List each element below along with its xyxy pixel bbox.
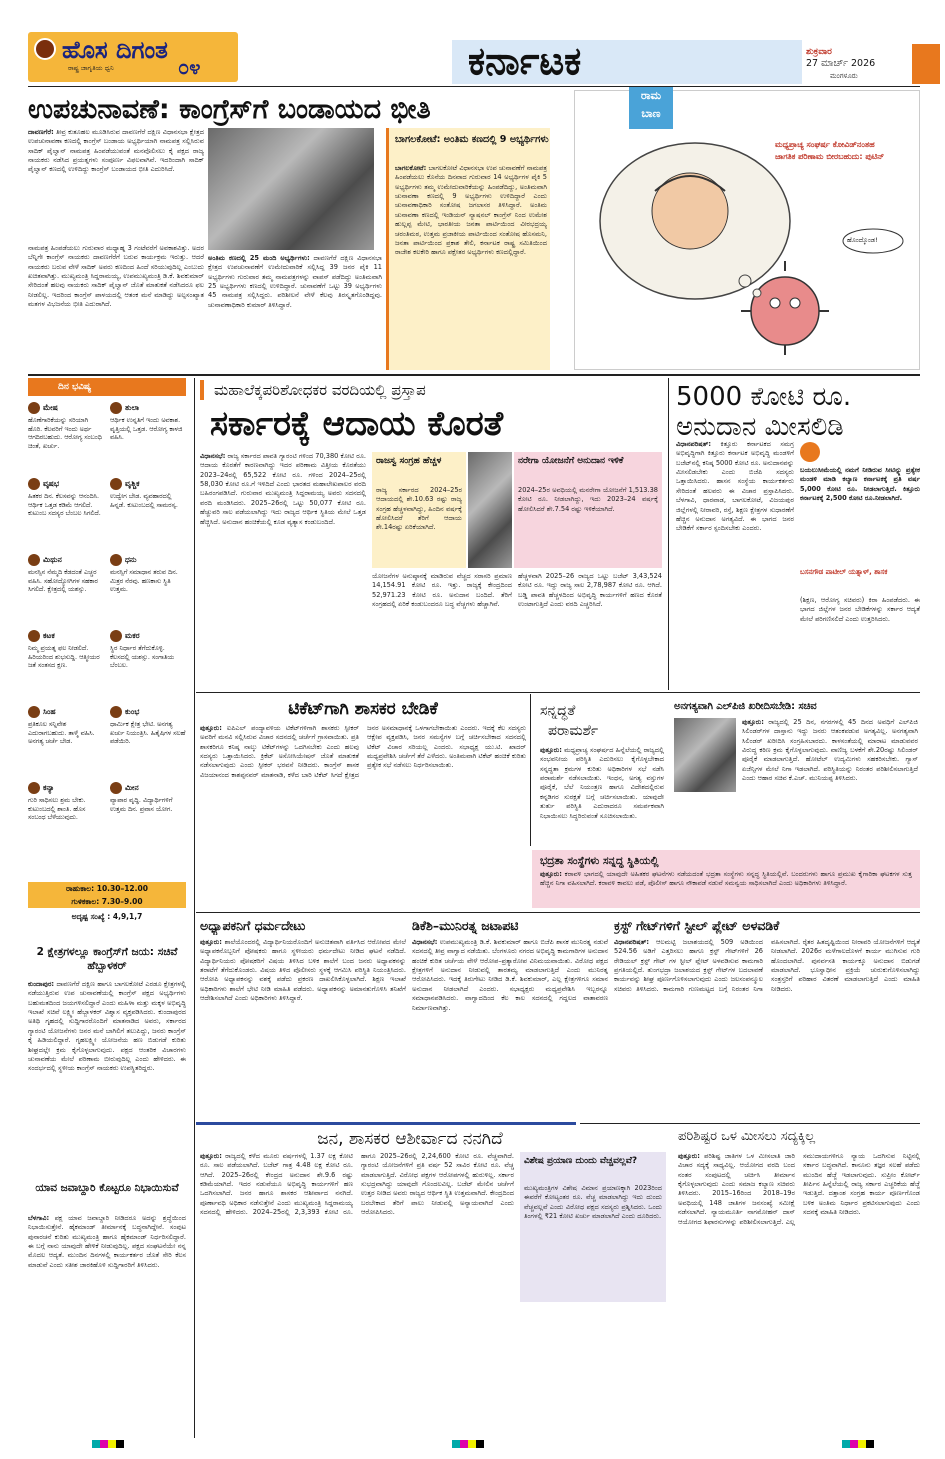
tickets-headline: ಟಿಕೆಟ್‌ಗಾಗಿ ಶಾಸಕರ ಬೇಡಿಕೆ [288,699,438,719]
revenue-box1-title: ರಾಜಸ್ವ ಸಂಗ್ರಹ ಹೆಚ್ಚಳ [376,456,442,466]
scales-icon [110,402,122,414]
issue-date: 27 ಮಾರ್ಚ್ 2026 [806,58,876,69]
dks-body: ವಿಧಾನಸಭೆ: ಉಪಮುಖ್ಯಮಂತ್ರಿ ಡಿ.ಕೆ. ಶಿವಕುಮಾರ್ ಹಾಗೂ ಬಿಜೆಪಿ ಶಾಸಕ ಮುನಿರತ್ನ ನಡುವೆ ಸದನದಲ್ಲಿ ತೀವ್ರ ವಾಗ್ವಾದ ನಡೆಯಿತು. ಬೆಂಗಳೂರು ನಗರದ ಅಭಿವೃದ್ಧಿ ಕಾಮಗಾರಿಗಳ ಅನುದಾನ ಹಂಚಿಕೆ ಕುರಿತ ಚರ್ಚೆಯ ವೇಳೆ ಆರೋಪ–ಪ್ರತ್ಯಾರೋಪ ವಿನಿಮಯವಾಯಿತು. ವಿರೋಧ ಪಕ್ಷದ ಕ್ಷೇತ್ರಗಳಿಗೆ ಅನುದಾನ ನೀಡುವಲ್ಲಿ ತಾರತಮ್ಯ ಮಾಡಲಾಗುತ್ತಿದೆ ಎಂದು ಮುನಿರತ್ನ ಆರೋಪಿಸಿದರು. ಇದಕ್ಕೆ ತಿರುಗೇಟು ನೀಡಿದ ಡಿ.ಕೆ. ಶಿವಕುಮಾರ್, ಎಲ್ಲ ಕ್ಷೇತ್ರಗಳಿಗೂ ಸಮಾನ ಅನುದಾನ ನೀಡಲಾಗಿದೆ ಎಂದರು. ಸಭಾಧ್ಯಕ್ಷರು ಮಧ್ಯಪ್ರವೇಶಿಸಿ ಇಬ್ಬರನ್ನೂ ಸಮಾಧಾನಪಡಿಸಿದರು. ವಾಗ್ವಾದದಿಂದ ಕೆಲ ಕಾಲ ಸದನದಲ್ಲಿ ಗದ್ದಲದ ವಾತಾವರಣ ನಿರ್ಮಾಣವಾಗಿತ್ತು. [412,938,608,1012]
rasi-vrischika: ವೃಶ್ಚಿಕ ಉದ್ವೇಗ ಬೇಡ. ವ್ಯವಹಾರದಲ್ಲಿ ಹಿನ್ನಡೆ. ಕುಟುಂಬದಲ್ಲಿ ಸಾಮರಸ್ಯ. [110,479,178,509]
cartoon-tag: ರಾಮ ಬಾಣ [629,87,673,129]
goat-icon [110,630,122,642]
virus-eye-left [770,298,780,308]
noresp-body: ಬೆಳಗಾವಿ: ಪಕ್ಷ ಯಾವ ಜವಾಬ್ದಾರಿ ನೀಡಿದರೂ ಅದನ್ನು ಶ್ರದ್ಧೆಯಿಂದ ನಿಭಾಯಿಸುತ್ತೇನೆ. ಹೈಕಮಾಂಡ್ ತೀರ್ಮಾನಕ್ಕೆ ಬದ್ಧನಾಗಿದ್ದೇನೆ. ಸಂಪುಟ ಪುನಾರಚನೆ ಕುರಿತು ಮುಖ್ಯಮಂತ್ರಿ ಹಾಗೂ ಹೈಕಮಾಂಡ್ ನಿರ್ಧರಿಸಲಿದ್ದಾರೆ. ಈ ಬಗ್ಗೆ ನಾನು ಯಾವುದೇ ಹೇಳಿಕೆ ನೀಡುವುದಿಲ್ಲ. ಪಕ್ಷದ ಸಂಘಟನೆಯೇ ನನ್ನ ಮೊದಲ ಆದ್ಯತೆ. ಮುಂದಿನ ದಿನಗಳಲ್ಲಿ ಕಾರ್ಯಕರ್ತರ ಜೊತೆ ಸೇರಿ ಕೆಲಸ ಮಾಡುವೆ ಎಂದು ಸತೀಶ ಜಾರಕಿಹೊಳಿ ಸುದ್ದಿಗಾರರಿಗೆ ತಿಳಿಸಿದರು. [28,1214,186,1269]
hebbalkar-headline: 2 ಕ್ಷೇತ್ರಗಳಲ್ಲೂ ಕಾಂಗ್ರೆಸ್‌ಗೆ ಜಯ: ಸಚಿವೆ ಹೆಬ್ಬಾಳಕರ್ [36,946,178,972]
rasi-tula: ತುಲಾ ಆರ್ಥಿಕ ಉನ್ನತಿಗೆ ಇಂದು ಅವಕಾಶ. ವೃತ್ತಿಯಲ್ಲಿ ಒತ್ತಡ. ಆರೋಗ್ಯ ಕಾಳಜಿ ವಹಿಸಿ. [110,403,183,442]
grant-headline-2: ಅನುದಾನ ಮೀಸಲಿಡಿ [676,412,844,442]
maiden-icon [28,782,40,794]
bagalkot-body: ಬಾಗಲಕೋಟೆ: ಬಾಗಲಕೋಟೆ ವಿಧಾನಸಭಾ ಉಪ ಚುನಾವಣೆಗೆ ನಾಮಪತ್ರ ಹಿಂಪಡೆಯಲು ಕೊನೆಯ ದಿನವಾದ ಗುರುವಾರ 14 ಅಭ್ಯರ್ಥಿಗಳ ಪೈಕಿ 5 ಅಭ್ಯರ್ಥಿಗಳು ತಮ್ಮ ಉಮೇದುವಾರಿಕೆಯನ್ನು ಹಿಂಪಡೆದಿದ್ದು, ಅಂತಿಮವಾಗಿ ಚುನಾವಣಾ ಕಣದಲ್ಲಿ 9 ಅಭ್ಯರ್ಥಿಗಳು ಉಳಿದಿದ್ದಾರೆ ಎಂದು ಚುನಾವಣಾಧಿಕಾರಿ ಸಂತೋಷ ಜಗಲಾಸರ ತಿಳಿಸಿದ್ದಾರೆ. ಅಂತಿಮ ಚುನಾವಣಾ ಕಣದಲ್ಲಿ ಇಂಡಿಯನ್ ನ್ಯಾಷನಲ್ ಕಾಂಗ್ರೆಸ್ ನಿಂದ ಉಮೇಶ ಹುಲ್ಲಪ್ಪ ಮೇಟಿ, ಭಾರತೀಯ ಜನತಾ ಪಾರ್ಟಿಯಿಂದ ವೀರಭದ್ರಯ್ಯ ಚರಂತಿಮಠ, ಉತ್ತಮ ಪ್ರಜಾಕೀಯ ಪಾರ್ಟಿಯಿಂದ ಸಂತೋಷ ಹೊಸಮನಿ, ಜನತಾ ಪಾರ್ಟಿಯಿಂದ ಪ್ರಕಾಶ ತೇಲಿ, ಕರ್ನಾಟಕ ರಾಷ್ಟ್ರ ಸಮಿತಿಯಿಂದ ರಾಜೇಶ ಕಲಕೇರಿ ಹಾಗೂ ಪಕ್ಷೇತರ ಅಭ್ಯರ್ಥಿಗಳು ಕಣದಲ್ಲಿದ್ದಾರೆ. [395,164,547,257]
rasi-kataka: ಕಟಕ ನಿಮ್ಮ ಪ್ರಯತ್ನ ಫಲ ನೀಡಲಿದೆ. ಹಿರಿಯರಿಂದ ಶುಭಸುದ್ದಿ. ಆತ್ಮೀಯರ ಜತೆ ಸಂತಸದ ಕ್ಷಣ. [28,631,100,670]
rasi-vrishabha: ವೃಷಭ ಹಿತಕರ ದಿನ. ಕೆಲಸವನ್ನು ಆನಂದಿಸಿ. ಆರ್ಥಿಕ ಒತ್ತಡ ಕಡಿಮೆ ಆಗಲಿದೆ. ಕುಟುಂಬ ಸದಸ್ಯರ ಬೆಂಬಲ ಸಿಗಲಿದೆ. [28,479,101,518]
lpg-photo [674,718,736,792]
section-title: ಕರ್ನಾಟಕ [468,39,582,83]
issue-day: ಶುಕ್ರವಾರ [806,47,832,57]
travel-title: ವಿಶೇಷ ಪ್ರಯಾಣ ದುಂದು ವೆಚ್ಚವಲ್ಲವೆ? [524,1156,638,1166]
logo-name: ಹೊಸ ದಿಗಂತ [62,36,168,64]
rasi-mithuna: ಮಿಥುನ ಮನಸ್ಸಿನ ನೆಮ್ಮದಿ ಕೆಡದಂತೆ ಎಚ್ಚರ ವಹಿಸಿ. ಸಹೋದ್ಯೋಗಿಗಳ ಸಹಕಾರ ಸಿಗಲಿದೆ. ಕ್ಷೇತ್ರದಲ್ಲಿ ಯಶಸ್ಸು. [28,555,98,594]
rasi-kanya: ಕನ್ಯಾ ಗುರಿ ಸಾಧಿಸಲು ಶ್ರಮ ಬೇಕು. ಕುಟುಂಬದಲ್ಲಿ ಶಾಂತಿ. ಹೊಸ ಸಂಬಂಧ ಬೆಳೆಯುವುದು. [28,783,86,822]
revenue-box-1 [372,452,466,568]
corner-tab [912,44,940,84]
revenue-kicker: ಮಹಾಲೆಕ್ಕಪರಿಶೋಧಕರ ವರದಿಯಲ್ಲಿ ಪ್ರಸ್ತಾಪ [200,380,660,400]
travel-box [520,1152,666,1302]
virus-body [751,277,819,345]
scorpion-icon [110,478,122,490]
grant-body-2: (ಶಿಕ್ಷಣ, ಆರೋಗ್ಯ ಸಚಿವರು) ಕಿರಾ ಹಿಂಪಡೆದರು. ಈ ಭಾಗದ ಜಿಲ್ಲೆಗಳ ಜನರ ಬೇಡಿಕೆಗಳನ್ನು ಸರ್ಕಾರ ಆದ್ಯತೆ ಮೇಲೆ ಪರಿಗಣಿಸಲಿದೆ ಎಂದು ಉತ್ತರಿಸಿದರು. [800,596,920,623]
grant-quote-box [800,440,920,590]
twins-icon [28,554,40,566]
revenue-box-2 [514,452,662,568]
archer-icon [110,554,122,566]
issue-city: ಮಂಗಳೂರು [830,72,858,80]
bagalkot-headline: ಬಾಗಲಕೋಟೆ: ಅಂತಿಮ ಕಣದಲ್ಲಿ 9 ಅಭ್ಯರ್ಥಿಗಳು [395,134,549,145]
lpg-box [668,696,920,848]
blessing-headline: ಜನ, ಶಾಸಕರ ಆಶೀರ್ವಾದ ನನಗಿದೆ [317,1129,503,1149]
blessing-body: ಪುತ್ತೂರು: ರಾಜ್ಯದಲ್ಲಿ ಕಳೆದ ಮೂರು ವರ್ಷಗಳಲ್ಲಿ 1.37 ಲಕ್ಷ ಕೋಟಿ ರೂ. ಸಾಲ ಪಡೆಯಲಾಗಿದೆ. ಬಜೆಟ್ ಗಾತ್ರ 4.48 ಲಕ್ಷ ಕೋಟಿ ರೂ. ಆಗಿದೆ. 2025–26ರಲ್ಲಿ ಕೇಂದ್ರದ ಅನುದಾನ ಶೇ.9.6 ರಷ್ಟು ಕಡಿಮೆಯಾಗಿದೆ. ಇದರ ನಡುವೆಯೂ ಅಭಿವೃದ್ಧಿ ಕಾರ್ಯಗಳಿಗೆ ಹಣ ಒದಗಿಸಲಾಗಿದೆ. ಜನರ ಹಾಗೂ ಶಾಸಕರ ಆಶೀರ್ವಾದ ನನಗಿದೆ. ಪೂರ್ಣಾವಧಿ ಅಧಿಕಾರ ನಡೆಸುತ್ತೇನೆ ಎಂದು ಮುಖ್ಯಮಂತ್ರಿ ಸಿದ್ದರಾಮಯ್ಯ ಸದನದಲ್ಲಿ ಹೇಳಿದರು. 2024–25ರಲ್ಲಿ 2,3,393 ಕೋಟಿ ರೂ. ಹಾಗೂ 2025–26ರಲ್ಲಿ 2,24,600 ಕೋಟಿ ರೂ. ವೆಚ್ಚವಾಗಿದೆ. ಗ್ಯಾರಂಟಿ ಯೋಜನೆಗಳಿಗೆ ಪ್ರತಿ ವರ್ಷ 52 ಸಾವಿರ ಕೋಟಿ ರೂ. ವೆಚ್ಚ ಮಾಡಲಾಗುತ್ತಿದೆ. ವಿರೋಧ ಪಕ್ಷಗಳ ಆರೋಪಗಳಲ್ಲಿ ಹುರುಳಿಲ್ಲ. ಸರ್ಕಾರ ಸುಭದ್ರವಾಗಿದ್ದು ಯಾವುದೇ ಗೊಂದಲವಿಲ್ಲ. ಬಜೆಟ್ ಮೇಲಿನ ಚರ್ಚೆಗೆ ಉತ್ತರ ನೀಡಿದ ಅವರು ರಾಜ್ಯದ ಆರ್ಥಿಕ ಸ್ಥಿತಿ ಉತ್ತಮವಾಗಿದೆ. ಕೇಂದ್ರದಿಂದ ಬರಬೇಕಾದ ತೆರಿಗೆ ಪಾಲು ನೀಡುವಲ್ಲಿ ಅನ್ಯಾಯವಾಗಿದೆ ಎಂದು ಆರೋಪಿಸಿದರು. [200,1152,514,1217]
horoscope-left-col [28,402,104,882]
reserve-body: ಪುತ್ತೂರು: ಪರಿಶಿಷ್ಟ ಜಾತಿಗಳ ಒಳ ಮೀಸಲಾತಿ ಜಾರಿ ವಿಚಾರ ಸದ್ಯಕ್ಕೆ ಸಾಧ್ಯವಿಲ್ಲ. ಆಯೋಗದ ವರದಿ ಬಂದ ನಂತರ ಸಂಪುಟದಲ್ಲಿ ಚರ್ಚಿಸಿ ತೀರ್ಮಾನ ಕೈಗೊಳ್ಳಲಾಗುವುದು ಎಂದು ಸಮಾಜ ಕಲ್ಯಾಣ ಸಚಿವರು ತಿಳಿಸಿದರು. 2015–16ರಿಂದ 2018–19ರ ಅವಧಿಯಲ್ಲಿ 148 ಜಾತಿಗಳ ಜನಸಂಖ್ಯೆ ಸಮೀಕ್ಷೆ ನಡೆಸಲಾಗಿದೆ. ನ್ಯಾಯಮೂರ್ತಿ ನಾಗಮೋಹನ್ ದಾಸ್ ಆಯೋಗದ ಶಿಫಾರಸುಗಳನ್ನು ಪರಿಶೀಲಿಸಲಾಗುತ್ತಿದೆ. ಎಲ್ಲ ಸಮುದಾಯಗಳಿಗೂ ನ್ಯಾಯ ಒದಗಿಸುವ ನಿಟ್ಟಿನಲ್ಲಿ ಸರ್ಕಾರ ಬದ್ಧವಾಗಿದೆ. ಕಾನೂನು ತಜ್ಞರ ಸಲಹೆ ಪಡೆದು ಮುಂದಿನ ಹೆಜ್ಜೆ ಇಡಲಾಗುವುದು. ಸುಪ್ರೀಂ ಕೋರ್ಟ್ ತೀರ್ಪಿನ ಹಿನ್ನೆಲೆಯಲ್ಲಿ ರಾಜ್ಯ ಸರ್ಕಾರ ಎಚ್ಚರಿಕೆಯ ಹೆಜ್ಜೆ ಇಡುತ್ತಿದೆ. ದತ್ತಾಂಶ ಸಂಗ್ರಹ ಕಾರ್ಯ ಪೂರ್ಣಗೊಂಡ ಬಳಿಕ ಅಂತಿಮ ನಿರ್ಧಾರ ಪ್ರಕಟಿಸಲಾಗುವುದು ಎಂದು ಸದನಕ್ಕೆ ಮಾಹಿತಿ ನೀಡಿದರು. [678,1152,920,1226]
noresp-headline: ಯಾವ ಜವಾಬ್ದಾರಿ ಕೊಟ್ಟರೂ ನಿಭಾಯಿಸುವೆ [35,1182,179,1194]
security-box [532,850,920,908]
teachers-body: ಪುತ್ತೂರು: ಶಾಲೆಯೊಂದರಲ್ಲಿ ವಿದ್ಯಾರ್ಥಿನಿಯರೊಂದಿಗೆ ಅನುಚಿತವಾಗಿ ವರ್ತಿಸಿದ ಆರೋಪದ ಮೇಲೆ ಅಧ್ಯಾಪಕನೊಬ್ಬನಿಗೆ ಪೋಷಕರು ಹಾಗೂ ಸ್ಥಳೀಯರು ಧರ್ಮದೇಟು ನೀಡಿದ ಘಟನೆ ನಡೆದಿದೆ. ವಿದ್ಯಾರ್ಥಿನಿಯರು ಪೋಷಕರಿಗೆ ವಿಷಯ ತಿಳಿಸಿದ ಬಳಿಕ ಶಾಲೆಗೆ ಬಂದ ಜನರು ಅಧ್ಯಾಪಕನನ್ನು ತರಾಟೆಗೆ ತೆಗೆದುಕೊಂಡರು. ವಿಷಯ ತಿಳಿದ ಪೊಲೀಸರು ಸ್ಥಳಕ್ಕೆ ಆಗಮಿಸಿ ಪರಿಸ್ಥಿತಿ ನಿಯಂತ್ರಿಸಿದರು. ಆರೋಪಿ ಅಧ್ಯಾಪಕನನ್ನು ವಶಕ್ಕೆ ಪಡೆದು ಪ್ರಕರಣ ದಾಖಲಿಸಿಕೊಳ್ಳಲಾಗಿದೆ. ಶಿಕ್ಷಣ ಇಲಾಖೆ ಅಧಿಕಾರಿಗಳು ಶಾಲೆಗೆ ಭೇಟಿ ನೀಡಿ ಮಾಹಿತಿ ಪಡೆದರು. ಅಧ್ಯಾಪಕನನ್ನು ಅಮಾನತುಗೊಳಿಸಿ ತನಿಖೆಗೆ ಆದೇಶಿಸಲಾಗಿದೆ ಎಂದು ಅಧಿಕಾರಿಗಳು ತಿಳಿಸಿದ್ದಾರೆ. [200,938,406,1003]
pot-icon [110,706,122,718]
page-number: ೦೪ [178,55,201,79]
grant-body: ವಿಧಾನಪರಿಷತ್: ಕಿತ್ತೂರು ಕರ್ನಾಟಕದ ಸಮಗ್ರ ಅಭಿವೃದ್ಧಿಗಾಗಿ ಕಿತ್ತೂರು ಕರ್ನಾಟಕ ಅಭಿವೃದ್ಧಿ ಮಂಡಳಿಗೆ ಬಜೆಟ್‌ನಲ್ಲಿ ಕನಿಷ್ಠ 5000 ಕೋಟಿ ರೂ. ಅನುದಾನವನ್ನು ಮೀಸಲಿಡಬೇಕು ಎಂದು ಬಿಜೆಪಿ ಸದಸ್ಯರು ಒತ್ತಾಯಿಸಿದರು. ಹಾಸನ ಸಂಸ್ಥೆಯ ಕಾರ್ಯಕರ್ತರು ಸೇರಿದಂತೆ ಹಲವರು ಈ ವಿಚಾರ ಪ್ರಸ್ತಾಪಿಸಿದರು. ಬೆಳಗಾವಿ, ಧಾರವಾಡ, ಬಾಗಲಕೋಟೆ, ವಿಜಯಪುರ ಜಿಲ್ಲೆಗಳಲ್ಲಿ ನೀರಾವರಿ, ರಸ್ತೆ, ಶಿಕ್ಷಣ ಕ್ಷೇತ್ರಗಳ ಸುಧಾರಣೆಗೆ ಹೆಚ್ಚಿನ ಅನುದಾನ ಅಗತ್ಯವಿದೆ. ಈ ಭಾಗದ ಜನರ ಬೇಡಿಕೆಗೆ ಸರ್ಕಾರ ಸ್ಪಂದಿಸಬೇಕು ಎಂದರು. [676,440,794,533]
revenue-body-a: ವಿಧಾನಸಭೆ: ರಾಜ್ಯ ಸರ್ಕಾರದ ಪಾವತಿ ಗ್ಯಾರಂಟಿ ಗಳಿಂದ 70,380 ಕೋಟಿ ರೂ. ಆದಾಯ ಕೊರತೆಗೆ ಕಾರಣವಾಗಿದ್ದು ಇದರ ಪರಿಣಾಮ ವಿತ್ತೀಯ ಕೊರತೆಯು 2023–24ರಲ್ಲಿ 65,522 ಕೋಟಿ ರೂ. ಗಳಿಂದ 2024–25ರಲ್ಲಿ 58,030 ಕೋಟಿ ರೂ.ಗೆ ಇಳಿದಿದೆ ಎಂದು ಭಾರತದ ಮಹಾಲೇಖಪಾಲರ ವರದಿ ಬಹಿರಂಗಪಡಿಸಿದೆ. ಗುರುವಾರ ಮುಖ್ಯಮಂತ್ರಿ ಸಿದ್ದರಾಮಯ್ಯ ಅವರು ಸದನದಲ್ಲಿ ವರದಿ ಮಂಡಿಸಿದರು. 2025–26ರಲ್ಲಿ ಒಟ್ಟು 50,077 ಕೋಟಿ ರೂ. ಹೆಚ್ಚುವರಿ ಸಾಲ ಪಡೆಯಲಾಗಿದ್ದು ಇದು ರಾಜ್ಯದ ಆರ್ಥಿಕ ಸ್ಥಿತಿಯ ಮೇಲೆ ಒತ್ತಡ ಹೆಚ್ಚಿಸಿದೆ. ಅನುದಾನ ಹಂಚಿಕೆಯಲ್ಲಿ ಕೂಡ ವ್ಯತ್ಯಾಸ ಕಂಡುಬಂದಿದೆ. [200,452,366,526]
rasi-meena: ಮೀನ ವ್ಯಾಪಾರ ವೃದ್ಧಿ. ವಿದ್ಯಾರ್ಥಿಗಳಿಗೆ ಉತ್ತಮ ದಿನ. ಪ್ರವಾಸ ಯೋಗ. [110,783,173,813]
rasi-dhanu: ಧನು ಮನಸ್ಸಿಗೆ ಸಮಾಧಾನ ತರುವ ದಿನ. ಮಿತ್ರರ ನೆರವು. ಹಣಕಾಸು ಸ್ಥಿತಿ ಉತ್ತಮ. [110,555,178,594]
revenue-body-c: ಹೆಚ್ಚಳವಾಗಿ 2025–26 ರಾಜ್ಯದ ಒಟ್ಟು ಬಜೆಟ್ 3,43,524 ಕೋಟಿ ರೂ. ಇದ್ದು ರಾಜ್ಯ ಸಾಲ 2,78,987 ಕೋಟಿ ರೂ. ಆಗಿದೆ. ಬಡ್ಡಿ ಪಾವತಿ ಹೆಚ್ಚಳದಿಂದ ಅಭಿವೃದ್ಧಿ ಕಾರ್ಯಗಳಿಗೆ ಹಣದ ಕೊರತೆ ಉಂಟಾಗುತ್ತಿದೆ ಎಂದು ವರದಿ ಎಚ್ಚರಿಸಿದೆ. [518,572,662,609]
horoscope-right-col [110,402,186,882]
top-rule [28,86,920,87]
logo-tag: ರಾಷ್ಟ್ರ ಜಾಗೃತಿಯ ಧ್ವನಿ [68,64,114,72]
registration-marks-center [452,1440,492,1448]
lucky-number: ಅದೃಷ್ಟ ಸಂಖ್ಯೆ : 4,9,1,7 [71,912,143,921]
row4-rule-blue [196,1122,576,1125]
lead-photo [208,128,374,250]
grant-quote: ಬಯಲುಸೀಮೆಯಲ್ಲಿ ನಮಗೆ ನೀಡಿರುವ ಸೀಟಿನ್ನ್ನು ಪ್ರತ್ಯೇಕ ಮಂಡಳಿ ಮಾಡಿ ಕಲ್ಯಾಣ ಕರ್ನಾಟಕಕ್ಕೆ ಪ್ರತಿ ವರ್ಷ 5,000 ಕೋಟಿ ರೂ. ನೀಡಲಾಗುತ್ತಿದೆ. ಕಿತ್ತೂರು ಕರ್ನಾಟಕಕ್ಕೆ 2,500 ಕೋಟಿ ರೂ.ನೀಡಲಾಗಿದೆ. [800,466,920,503]
lead-dateline: ದಾವಣಗೆರೆ: [28,128,54,136]
revenue-box2-body: 2024–25ರ ಅವಧಿಯಲ್ಲಿ ಮನರೇಗಾ ಯೋಜನೆಗೆ 1,513.38 ಕೋಟಿ ರೂ. ನೀಡಲಾಗಿದ್ದು, ಇದು 2023–24 ವರ್ಷಕ್ಕೆ ಹೋಲಿಸಿದರೆ ಶೇ.7.54 ರಷ್ಟು ಇಳಿಕೆಯಾಗಿದೆ. [518,486,658,513]
cartoon-panel [574,90,920,370]
row4-rule [580,1123,920,1124]
lead-body-b: ನಾಮಪತ್ರ ಹಿಂಪಡೆಯಲು ಗುರುವಾರ ಮಧ್ಯಾಹ್ನ 3 ಗಂಟೆವರೆಗೆ ಅವಕಾಶವಿತ್ತು. ಅದರ ಬೆನ್ನಿಗೇ ಕಾಂಗ್ರೆಸ್ ನಾಯಕರು ದಾವಣಗೆರೆಗೆ ಬರುವ ಕಾರ್ಯಕ್ರಮ ಇರುತ್ತು. ಆದರೆ ನಾಯಕರು ಬರುವ ವೇಳೆ ಸಾದಿಕ್ ಅವರು ಕಣದಿಂದ ಹಿಂದೆ ಸರಿಯುವುದಿಲ್ಲ ಎಂಬುದು ಖಚಿತವಾಗಿತ್ತು. ಮುಖ್ಯಮಂತ್ರಿ ಸಿದ್ದರಾಮಯ್ಯ, ಉಪಮುಖ್ಯಮಂತ್ರಿ ಡಿ.ಕೆ. ಶಿವಕುಮಾರ್ ಸೇರಿದಂತೆ ಹಲವು ನಾಯಕರು ಸಾದಿಕ್ ಪೈಲ್ವಾನ್ ಜೊತೆ ಮಾತುಕತೆ ನಡೆಸಿದರೂ ಫಲ ನೀಡಲಿಲ್ಲ. ಇದರಿಂದ ಕಾಂಗ್ರೆಸ್ ಪಾಳಯದಲ್ಲಿ ಆತಂಕ ಮನೆ ಮಾಡಿದ್ದು ಅಲ್ಪಸಂಖ್ಯಾತ ಮತಗಳ ವಿಭಜನೆಯ ಭೀತಿ ಎದುರಾಗಿದೆ. [28,244,204,309]
readiness-headline-2: ಪರಾಮರ್ಶೆ [548,723,599,739]
logo-emblem-icon [34,38,56,60]
col-rule-tickets [530,694,531,846]
security-body: ಪುತ್ತೂರು: ಕರಾವಳಿ ಭಾಗದಲ್ಲಿ ಯಾವುದೇ ಅಹಿತಕರ ಘಟನೆಗಳು ನಡೆಯದಂತೆ ಭದ್ರತಾ ಸಂಸ್ಥೆಗಳು ಸನ್ನದ್ಧ ಸ್ಥಿತಿಯಲ್ಲಿವೆ. ಬಂದರುಗಳು ಹಾಗೂ ಪ್ರಮುಖ ಕೈಗಾರಿಕಾ ಘಟಕಗಳ ಸುತ್ತ ಹೆಚ್ಚಿನ ನಿಗಾ ವಹಿಸಲಾಗಿದೆ. ಕರಾವಳಿ ಕಾವಲು ಪಡೆ, ಪೊಲೀಸ್ ಹಾಗೂ ನೌಕಾಪಡೆ ನಡುವೆ ಸಮನ್ವಯ ಸಾಧಿಸಲಾಗಿದೆ ಎಂದು ಅಧಿಕಾರಿಗಳು ತಿಳಿಸಿದ್ದಾರೆ. [540,870,912,888]
revenue-headline: ಸರ್ಕಾರಕ್ಕೆ ಆದಾಯ ಕೊರತೆ [210,404,504,444]
cartoon-bubble-text: ಹೊಂದ್ಕೊಂಡ! [847,236,878,244]
reserve-headline: ಪರಿಶಿಷ್ಟರ ಒಳ ಮೀಸಲು ಸದ್ಯಕ್ಕಿಲ್ಲ [678,1129,816,1144]
bull-icon [28,478,40,490]
horoscope-panel [28,378,186,928]
ram-icon [28,402,40,414]
lead-body-a: ದಾವಣಗೆರೆ: ತೀವ್ರ ಕುತೂಹಲ ಮೂಡಿಸಿರುವ ದಾವಣಗೆರೆ ದಕ್ಷಿಣ ವಿಧಾನಸಭಾ ಕ್ಷೇತ್ರದ ಉಪಚುನಾವಣಾ ಕಣದಲ್ಲಿ ಕಾಂಗ್ರೆಸ್ ಬಂಡಾಯ ಅಭ್ಯರ್ಥಿಯಾಗಿ ನಾಮಪತ್ರ ಸಲ್ಲಿಸಿರುವ ಸಾದಿಕ್ ಪೈಲ್ವಾನ್ ನಾಮಪತ್ರ ಹಿಂಪಡೆಯುವಂತೆ ಮನವೊಲಿಸಲು ಕೈ ಪಕ್ಷದ ರಾಜ್ಯ ನಾಯಕರು ನಡೆಸಿದ ಪ್ರಯತ್ನಗಳು ಸಂಪೂರ್ಣ ವಿಫಲವಾಗಿವೆ. ಇದರಿಂದಾಗಿ ಸಾದಿಕ್ ಪೈಲ್ವಾನ್ ಕಣದಲ್ಲಿ ಉಳಿದಿದ್ದು ಕಾಂಗ್ರೆಸ್ ಬಂಡಾಯದ ಭೀತಿ ಎದುರಿಸಿದೆ. [28,128,204,174]
col-rule-left [194,378,195,1438]
rahukala-box: ರಾಹುಕಾಲ: 10.30–12.00 ಗುಳಿಕಕಾಲ: 7.30–9.00 [28,882,186,908]
crust-body: ವಿಧಾನಪರಿಷತ್: ಆಲಮಟ್ಟಿ ಜಲಾಶಯದಲ್ಲಿ 509 ಅಡಿಯಿಂದ 524.56 ಅಡಿಗೆ ಎತ್ತರಿಸಲು ಹಾಗೂ ಕ್ರಸ್ಟ್ ಗೇಟ್‌ಗಳಿಗೆ 26 ರೇಡಿಯಲ್ ಕ್ರಸ್ಟ್ ಗೇಟ್ ಗಳ ಸ್ಟೀಲ್ ಪ್ಲೇಟ್ ಅಳವಡಿಸುವ ಕಾಮಗಾರಿ ಪ್ರಗತಿಯಲ್ಲಿದೆ. ತುಂಗಭದ್ರಾ ಜಲಾಶಯದ ಕ್ರಸ್ಟ್ ಗೇಟ್‌ಗಳ ಬದಲಾವಣೆ ಕಾರ್ಯವನ್ನು ಶೀಘ್ರ ಪೂರ್ಣಗೊಳಿಸಲಾಗುವುದು ಎಂದು ಜಲಸಂಪನ್ಮೂಲ ಸಚಿವರು ತಿಳಿಸಿದರು. ಕಾಮಗಾರಿ ಗುಣಮಟ್ಟದ ಬಗ್ಗೆ ನಿರಂತರ ನಿಗಾ ವಹಿಸಲಾಗಿದೆ. ರೈತರ ಹಿತದೃಷ್ಟಿಯಿಂದ ನೀರಾವರಿ ಯೋಜನೆಗಳಿಗೆ ಆದ್ಯತೆ ನೀಡಲಾಗಿದೆ. 2026ರ ಮಳೆಗಾಲದೊಳಗೆ ಕಾರ್ಯ ಮುಗಿಸುವ ಗುರಿ ಹೊಂದಲಾಗಿದೆ. ಪುನರ್ವಸತಿ ಕಾರ್ಯಕ್ಕೂ ಅನುದಾನ ಬಿಡುಗಡೆ ಮಾಡಲಾಗಿದೆ. ಭೂಸ್ವಾಧೀನ ಪ್ರಕ್ರಿಯೆ ಚುರುಕುಗೊಳಿಸಲಾಗಿದ್ದು ಸಂತ್ರಸ್ತರಿಗೆ ಪರಿಹಾರ ವಿತರಣೆ ಮಾಡಲಾಗುತ್ತಿದೆ ಎಂದು ಮಾಹಿತಿ ನೀಡಿದರು. [614,938,920,993]
quote-mark-icon [800,442,820,462]
col-rule-mid [668,378,669,690]
travel-body: ಮುಖ್ಯಮಂತ್ರಿಗಳ ವಿಶೇಷ ವಿಮಾನ ಪ್ರಯಾಣಕ್ಕಾಗಿ 2023ರಿಂದ ಈವರೆಗೆ ಕೋಟ್ಯಂತರ ರೂ. ವೆಚ್ಚ ಮಾಡಲಾಗಿದ್ದು ಇದು ದುಂದು ವೆಚ್ಚವಲ್ಲವೆ ಎಂದು ವಿರೋಧ ಪಕ್ಷದ ಸದಸ್ಯರು ಪ್ರಶ್ನಿಸಿದರು. ಒಂದು ತಿಂಗಳಲ್ಲಿ ₹21 ಕೋಟಿ ಖರ್ಚು ಮಾಡಲಾಗಿದೆ ಎಂದು ದೂರಿದರು. [524,1184,662,1221]
revenue-box1-body: ರಾಜ್ಯ ಸರ್ಕಾರದ 2024–25ರ ಆದಾಯದಲ್ಲಿ ಶೇ.10.63 ರಷ್ಟು ರಾಜ್ಯ ಸಂಗ್ರಹ ಹೆಚ್ಚಳವಾಗಿದ್ದು, ಹಿಂದಿನ ವರ್ಷಕ್ಕೆ ಹೋಲಿಸಿದರೆ ತೆರಿಗೆ ಆದಾಯ ಶೇ.14ರಷ್ಟು ಏರಿಕೆಯಾಗಿದೆ. [376,486,462,532]
cartoon-drawing [585,131,915,367]
lpg-body: ಪುತ್ತೂರು: ರಾಜ್ಯದಲ್ಲಿ 25 ದಿನ, ನಗರಗಳಲ್ಲಿ 45 ದಿನದ ಅವಧಿಗೆ ಎಲ್‌ಪಿಜಿ ಸಿಲಿಂಡರ್‌ಗಳ ದಾಸ್ತಾನು ಇದ್ದು ಜನರು ಆತಂಕಪಡುವ ಅಗತ್ಯವಿಲ್ಲ. ಅನಗತ್ಯವಾಗಿ ಸಿಲಿಂಡರ್ ಖರೀದಿಸಿ ಸಂಗ್ರಹಿಸಬಾರದು. ಕಾಳಸಂತೆಯಲ್ಲಿ ಮಾರಾಟ ಮಾಡುವವರ ವಿರುದ್ಧ ಕಠಿಣ ಕ್ರಮ ಕೈಗೊಳ್ಳಲಾಗುವುದು. ವಾಣಿಜ್ಯ ಬಳಕೆಗೆ ಶೇ.20ರಷ್ಟು ಸಿಲಿಂಡರ್ ಪೂರೈಕೆ ಮಾಡಲಾಗುತ್ತಿದೆ. ಹೋಟೆಲ್ ಉದ್ಯಮಿಗಳು ಸಹಕರಿಸಬೇಕು. ಗ್ಯಾಸ್ ಏಜೆನ್ಸಿಗಳ ಮೇಲೆ ನಿಗಾ ಇಡಲಾಗಿದೆ. ಪರಿಸ್ಥಿತಿಯನ್ನು ನಿರಂತರ ಪರಿಶೀಲಿಸಲಾಗುತ್ತಿದೆ ಎಂದು ಆಹಾರ ಸಚಿವ ಕೆ.ಎಚ್. ಮುನಿಯಪ್ಪ ತಿಳಿಸಿದರು. [742,718,918,783]
security-headline: ಭದ್ರತಾ ಸಂಸ್ಥೆಗಳು ಸನ್ನದ್ಧ ಸ್ಥಿತಿಯಲ್ಲಿ [540,855,659,867]
rasi-makara: ಮಕರ ಸ್ಥಿರ ನಿರ್ಧಾರ ತೆಗೆದುಕೊಳ್ಳಿ. ಕೆಲಸದಲ್ಲಿ ಯಶಸ್ಸು. ಸಂಗಾತಿಯ ಬೆಂಬಲ. [110,631,175,670]
teachers-headline: ಅಧ್ಯಾಪಕನಿಗೆ ಧರ್ಮದೇಟು [200,918,306,933]
grant-headline-1: 5000 ಕೋಟಿ ರೂ. [676,382,852,412]
dks-headline: ಡಿಕೆಶಿ–ಮುನಿರತ್ನ ಜಟಾಪಟಿ [412,918,519,933]
row2-rule [196,692,920,693]
crab-icon [28,630,40,642]
registration-marks-right [842,1440,882,1448]
logo-block [28,32,238,82]
row3-rule [196,912,920,913]
fish-icon [110,782,122,794]
rasi-simha: ಸಿಂಹ ಪ್ರತಿಕೂಲ ಸನ್ನಿವೇಶ ಎದುರಾಗಬಹುದು. ತಾಳ್ಮೆ ವಹಿಸಿ. ಅನಗತ್ಯ ಚರ್ಚೆ ಬೇಡ. [28,707,95,746]
horoscope-title: ದಿನ ಭವಿಷ್ಯ [28,378,186,396]
lead-headline: ಉಪಚುನಾವಣೆ: ಕಾಂಗ್ರೆಸ್‌ಗೆ ಬಂಡಾಯದ ಭೀತಿ [28,94,431,125]
tickets-body: ಪುತ್ತೂರು: ಐಪಿಎಲ್ ಪಂದ್ಯಾವಳಿಯ ಟಿಕೆಟ್‌ಗಳಿಗಾಗಿ ಶಾಸಕರು ಸ್ಪೀಕರ್ ಅವರಿಗೆ ಮನವಿ ಸಲ್ಲಿಸಿರುವ ವಿಚಾರ ಸದನದಲ್ಲಿ ಚರ್ಚೆಗೆ ಗ್ರಾಸವಾಯಿತು. ಪ್ರತಿ ಶಾಸಕರಿಗೂ ಕನಿಷ್ಠ ನಾಲ್ಕು ಟಿಕೆಟ್‌ಗಳನ್ನು ಒದಗಿಸಬೇಕು ಎಂದು ಹಲವು ಸದಸ್ಯರು ಒತ್ತಾಯಿಸಿದರು. ಕ್ರಿಕೆಟ್ ಅಸೋಸಿಯೇಷನ್ ಜೊತೆ ಮಾತುಕತೆ ನಡೆಸಲಾಗುವುದು ಎಂದು ಸ್ಪೀಕರ್ ಭರವಸೆ ನೀಡಿದರು. ಕಾಂಗ್ರೆಸ್ ಶಾಸಕ ವಿಜಯಾನಂದ ಕಾಶಪ್ಪನವರ್ ಮಾತನಾಡಿ, ಕಳೆದ ಬಾರಿ ಟಿಕೆಟ್ ಸಿಗದೆ ಕ್ಷೇತ್ರದ ಜನರ ಅಸಮಾಧಾನಕ್ಕೆ ಒಳಗಾಗಬೇಕಾಯಿತು ಎಂದರು. ಇದಕ್ಕೆ ಕೆಲ ಸದಸ್ಯರು ಆಕ್ಷೇಪ ವ್ಯಕ್ತಪಡಿಸಿ, ಜನರ ಸಮಸ್ಯೆಗಳ ಬಗ್ಗೆ ಚರ್ಚಿಸಬೇಕಾದ ಸದನದಲ್ಲಿ ಟಿಕೆಟ್ ವಿಚಾರ ಸರಿಯಲ್ಲ ಎಂದರು. ಸಭಾಧ್ಯಕ್ಷ ಯು.ಟಿ. ಖಾದರ್ ಮಧ್ಯಪ್ರವೇಶಿಸಿ ಚರ್ಚೆಗೆ ತೆರೆ ಎಳೆದರು. ಅಂತಿಮವಾಗಿ ಟಿಕೆಟ್ ಹಂಚಿಕೆ ಕುರಿತು ಪ್ರತ್ಯೇಕ ಸಭೆ ನಡೆಸಲು ನಿರ್ಧರಿಸಲಾಯಿತು. [200,724,526,779]
row1-rule [28,374,920,376]
registration-marks-left [92,1440,132,1448]
lead-photo-caption: ಅಂತಿಮ ಕಣದಲ್ಲಿ 25 ಮಂದಿ ಅಭ್ಯರ್ಥಿಗಳು: ದಾವಣಗೆರೆ ದಕ್ಷಿಣ ವಿಧಾನಸಭಾ ಕ್ಷೇತ್ರದ ಉಪಚುನಾವಣೆಗೆ ಉಮೇದುವಾರಿಕೆ ಸಲ್ಲಿಸಿದ್ದ 39 ಜನರ ಪೈಕಿ 11 ಅಭ್ಯರ್ಥಿಗಳು ಗುರುವಾರ ತಮ್ಮ ನಾಮಪತ್ರಗಳನ್ನು ವಾಪಸ್ ಪಡೆದಿದ್ದು ಅಂತಿಮವಾಗಿ 25 ಅಭ್ಯರ್ಥಿಗಳು ಕಣದಲ್ಲಿ ಉಳಿದಿದ್ದಾರೆ. ಚುನಾವಣೆಗೆ ಒಟ್ಟು 39 ಅಭ್ಯರ್ಥಿಗಳು 45 ನಾಮಪತ್ರ ಸಲ್ಲಿಸಿದ್ದರು. ಪರಿಶೀಲನೆ ವೇಳೆ ಕೆಲವು ತಿರಸ್ಕೃತಗೊಂಡಿದ್ದವು. ಚುನಾವಣಾಧಿಕಾರಿ ಕುಮಾರ್ ತಿಳಿಸಿದ್ದಾರೆ. [208,254,382,309]
cartoon-caption: ಮಧ್ಯಪ್ರಾಚ್ಯ ಸಂಘರ್ಷ ಕೋವಿಡ್‌ನಂತಹ ಜಾಗತಿಕ ಪರಿಣಾಮ ಬೀರಬಹುದು: ಪುಟಿನ್ [775,140,885,161]
revenue-body-b: ಯೋಜನೆಗಳ ಅನುಷ್ಠಾನಕ್ಕೆ ಮಾಡಿರುವ ವೆಚ್ಚದ ಸರಾಸರಿ ಪ್ರಮಾಣ 14,154.91 ಕೋಟಿ ರೂ. ಇತ್ತು. ರಾಜ್ಯಕ್ಕೆ ಕೇಂದ್ರದಿಂದ 52,971.23 ಕೋಟಿ ರೂ. ಅನುದಾನ ಬಂದಿದೆ. ತೆರಿಗೆ ಸಂಗ್ರಹದಲ್ಲಿ ಏರಿಕೆ ಕಂಡುಬಂದರೂ ಬದ್ಧ ವೆಚ್ಚಗಳು ಹೆಚ್ಚಾಗಿವೆ. [372,572,512,609]
grant-quote-by: ಬಸನಗೌಡ ಪಾಟೀಲ್ ಯತ್ನಾಳ್, ಶಾಸಕ [800,568,888,576]
rasi-mesha: ಮೇಷ ಹೊಣೆಗಾರಿಕೆಯನ್ನು ಸರಿಯಾಗಿ ಹೊರಿ. ಕೆಲವರಿಗೆ ಇಂದು ಅರ್ಥ ಆಗದಿರಬಹುದು. ಆರೋಗ್ಯ ಸಂಬಂಧಿ ಚಿಂತೆ, ಖರ್ಚು. [28,403,102,450]
masthead [0,0,945,86]
readiness-body: ಪುತ್ತೂರು: ಮಧ್ಯಪ್ರಾಚ್ಯ ಸಂಘರ್ಷದ ಹಿನ್ನೆಲೆಯಲ್ಲಿ ರಾಜ್ಯದಲ್ಲಿ ಸಂಭವನೀಯ ಪರಿಸ್ಥಿತಿ ಎದುರಿಸಲು ಕೈಗೊಳ್ಳಬೇಕಾದ ಸನ್ನದ್ಧತಾ ಕ್ರಮಗಳ ಕುರಿತು ಅಧಿಕಾರಿಗಳ ಸಭೆ ನಡೆಸಿ ಪರಾಮರ್ಶೆ ನಡೆಸಲಾಯಿತು. ಇಂಧನ, ಅಗತ್ಯ ವಸ್ತುಗಳ ಪೂರೈಕೆ, ಬೆಲೆ ನಿಯಂತ್ರಣ ಹಾಗೂ ವಿದೇಶದಲ್ಲಿರುವ ಕನ್ನಡಿಗರ ಸುರಕ್ಷತೆ ಬಗ್ಗೆ ಚರ್ಚಿಸಲಾಯಿತು. ಯಾವುದೇ ತುರ್ತು ಪರಿಸ್ಥಿತಿ ಎದುರಾದರೂ ಸಮರ್ಪಕವಾಗಿ ನಿಭಾಯಿಸಲು ಸಿದ್ಧರಿರುವಂತೆ ಸೂಚಿಸಲಾಯಿತು. [540,746,664,820]
revenue-box2-title: ನರೇಗಾ ಯೋಜನೆಗೆ ಅನುದಾನ ಇಳಿಕೆ [518,456,624,466]
rasi-kumbha: ಕುಂಭ ಧಾರ್ಮಿಕ ಕ್ಷೇತ್ರ ಭೇಟಿ. ಅನಗತ್ಯ ಖರ್ಚು ನಿಯಂತ್ರಿಸಿ. ಹಿತೈಷಿಗಳ ಸಲಹೆ ಪಡೆಯಿರಿ. [110,707,186,746]
readiness-headline-1: ಸನ್ನದ್ಧತೆ [540,703,576,719]
virus-eye-right [790,298,800,308]
lpg-headline: ಅನಗತ್ಯವಾಗಿ ಎಲ್‌ಪಿಜಿ ಖರೀದಿಸಬೇಡಿ: ಸಚಿವ [674,701,817,712]
revenue-photo [468,452,512,568]
lion-icon [28,706,40,718]
bagalkot-box [386,128,550,370]
crust-headline: ಕ್ರಸ್ಟ್ ಗೇಟ್‌ಗಳಿಗೆ ಸ್ಟೀಲ್ ಪ್ಲೇಟ್ ಅಳವಡಿಕೆ [614,918,780,933]
hebbalkar-body: ಕುಂದಾಪುರ: ದಾವಣಗೆರೆ ದಕ್ಷಿಣ ಹಾಗೂ ಬಾಗಲಕೋಟೆ ಎರಡೂ ಕ್ಷೇತ್ರಗಳಲ್ಲಿ ನಡೆಯುತ್ತಿರುವ ಉಪ ಚುನಾವಣೆಯಲ್ಲಿ ಕಾಂಗ್ರೆಸ್ ಪಕ್ಷದ ಅಭ್ಯರ್ಥಿಗಳು ಬಹುಮತದಿಂದ ಜಯಗಳಿಸಲಿದ್ದಾರೆ ಎಂದು ಮಹಿಳಾ ಮತ್ತು ಮಕ್ಕಳ ಅಭಿವೃದ್ಧಿ ಇಲಾಖೆ ಸಚಿವೆ ಲಕ್ಷ್ಮೀ ಹೆಬ್ಬಾಳಕರ್ ವಿಶ್ವಾಸ ವ್ಯಕ್ತಪಡಿಸಿದರು. ಕುಂದಾಪುರದ ಅತಿಥಿ ಗೃಹದಲ್ಲಿ ಸುದ್ದಿಗಾರರೊಂದಿಗೆ ಮಾತನಾಡಿದ ಅವರು, ಸರ್ಕಾರದ ಗ್ಯಾರಂಟಿ ಯೋಜನೆಗಳು ಜನರ ಮನೆ ಬಾಗಿಲಿಗೆ ತಲುಪಿದ್ದು, ಜನರು ಕಾಂಗ್ರೆಸ್ ಕೈ ಹಿಡಿಯಲಿದ್ದಾರೆ. ಗೃಹಲಕ್ಷ್ಮೀ ಯೋಜನೆಯ ಹಣ ಬಿಡುಗಡೆ ಕುರಿತು ಶೀಘ್ರದಲ್ಲೇ ಕ್ರಮ ಕೈಗೊಳ್ಳಲಾಗುವುದು. ಪಕ್ಷದ ಆಂತರಿಕ ವಿಚಾರಗಳು ಚುನಾವಣೆಯ ಮೇಲೆ ಪರಿಣಾಮ ಬೀರುವುದಿಲ್ಲ ಎಂದು ಹೇಳಿದರು. ಈ ಸಂದರ್ಭದಲ್ಲಿ ಸ್ಥಳೀಯ ಕಾಂಗ್ರೆಸ್ ನಾಯಕರು ಉಪಸ್ಥಿತರಿದ್ದರು. [28,980,186,1073]
